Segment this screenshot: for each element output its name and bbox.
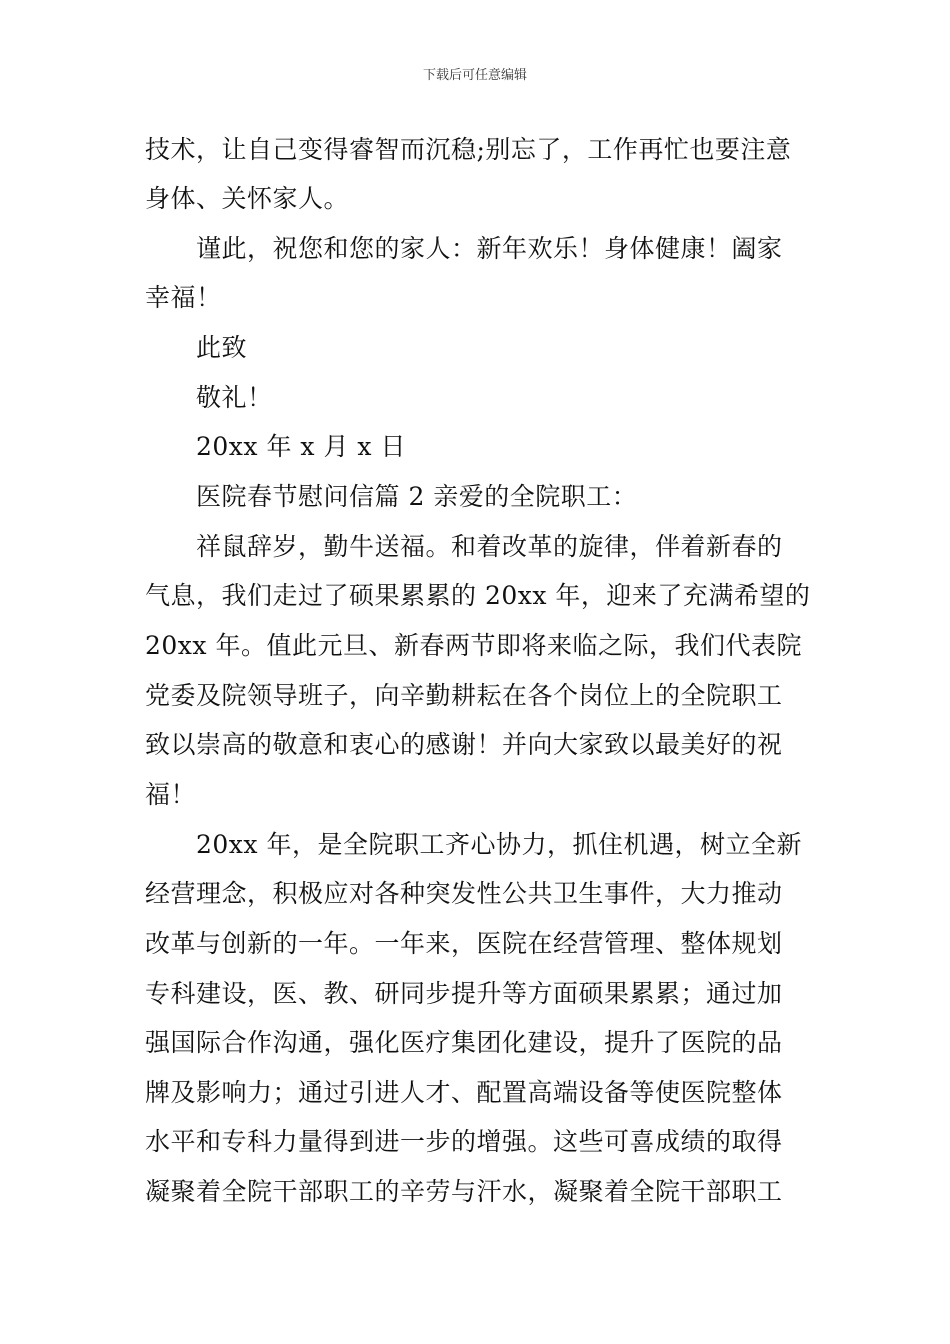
text-line: 幸福！ <box>145 283 222 312</box>
text-line: 福！ <box>145 780 197 809</box>
text-line: 祥鼠辞岁，勤牛送福。和着改革的旋律，伴着新春的 <box>196 532 783 561</box>
text-line: 谨此，祝您和您的家人：新年欢乐！身体健康！阖家 <box>196 234 783 263</box>
text-line: 强国际合作沟通，强化医疗集团化建设，提升了医院的品 <box>145 1028 783 1057</box>
page-header: 下载后可任意编辑 <box>422 68 527 83</box>
text-line: 致以崇高的敬意和衷心的感谢！并向大家致以最美好的祝 <box>145 730 783 759</box>
text-line: 技术，让自己变得睿智而沉稳;别忘了，工作再忙也要注意 <box>145 135 792 164</box>
text-line: 水平和专科力量得到进一步的增强。这些可喜成绩的取得 <box>145 1127 783 1156</box>
text-line: 气息，我们走过了硕果累累的 20xx 年，迎来了充满希望的 <box>145 581 811 610</box>
text-line: 此致 <box>196 333 248 362</box>
text-line: 专科建设，医、教、研同步提升等方面硕果累累；通过加 <box>145 979 783 1008</box>
text-line: 身体、关怀家人。 <box>145 184 350 213</box>
text-line: 20xx 年，是全院职工齐心协力，抓住机遇，树立全新 <box>196 830 802 859</box>
text-line: 凝聚着全院干部职工的辛劳与汗水，凝聚着全院干部职工 <box>145 1177 783 1206</box>
text-line: 经营理念，积极应对各种突发性公共卫生事件，大力推动 <box>145 879 783 908</box>
text-line: 牌及影响力；通过引进人才、配置高端设备等使医院整体 <box>145 1078 783 1107</box>
text-line: 敬礼！ <box>196 383 273 412</box>
text-line: 20xx 年。值此元旦、新春两节即将来临之际，我们代表院 <box>145 631 802 660</box>
date-line: 20xx 年 x 月 x 日 <box>196 432 406 461</box>
text-line: 党委及院领导班子，向辛勤耕耘在各个岗位上的全院职工 <box>145 681 783 710</box>
text-line: 改革与创新的一年。一年来，医院在经营管理、整体规划 <box>145 929 783 958</box>
section-title: 医院春节慰问信篇 2 亲爱的全院职工： <box>196 482 638 511</box>
